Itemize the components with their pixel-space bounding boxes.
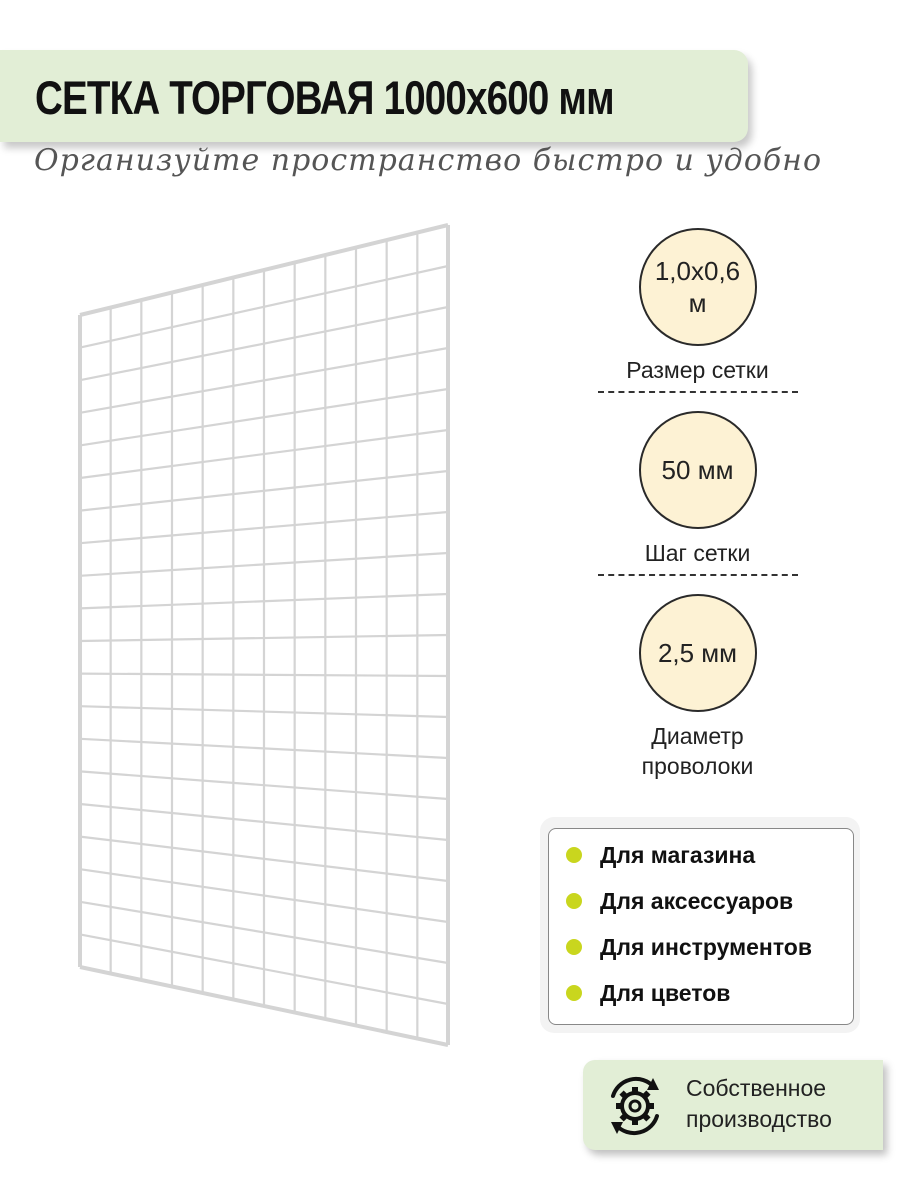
list-item: [566, 978, 730, 1008]
spec-step: [595, 411, 800, 576]
spec-size-circle: [639, 228, 757, 346]
subtitle: Организуйте пространство быстро и удобно: [34, 143, 823, 178]
production-label: Собственное производство: [686, 1075, 832, 1132]
spec-size-value: 1,0х0,6 м: [654, 256, 741, 318]
use-label: Для аксессуаров: [600, 887, 794, 914]
bullet-icon: [566, 847, 582, 863]
bullet-icon: [566, 939, 582, 955]
list-item: [566, 932, 812, 962]
mesh-wire: [80, 674, 448, 676]
use-label: Для инструментов: [600, 933, 812, 960]
spec-step-circle: [639, 411, 757, 529]
wire-mesh-image: [60, 215, 470, 1055]
list-item: [566, 886, 793, 916]
gear-cycle-icon: [601, 1072, 669, 1140]
spec-diameter-label: Диаметр проволоки: [641, 723, 754, 779]
divider: [598, 574, 798, 576]
use-label: Для цветов: [600, 979, 731, 1006]
spec-diameter-value: 2,5 мм: [657, 638, 738, 668]
page-title: СЕТКА ТОРГОВАЯ 1000х600 мм: [35, 71, 614, 124]
bullet-icon: [566, 985, 582, 1001]
spec-size: [595, 228, 800, 393]
spec-diameter: [595, 594, 800, 781]
spec-step-value: 50 мм: [661, 455, 734, 485]
spec-diameter-circle: [639, 594, 757, 712]
wire-mesh-panel-icon: [60, 215, 470, 1055]
divider: [598, 391, 798, 393]
spec-step-label: Шаг сетки: [644, 540, 751, 566]
bullet-icon: [566, 893, 582, 909]
list-item: [566, 840, 755, 870]
spec-size-label: Размер сетки: [626, 357, 769, 383]
use-label: Для магазина: [600, 841, 756, 868]
